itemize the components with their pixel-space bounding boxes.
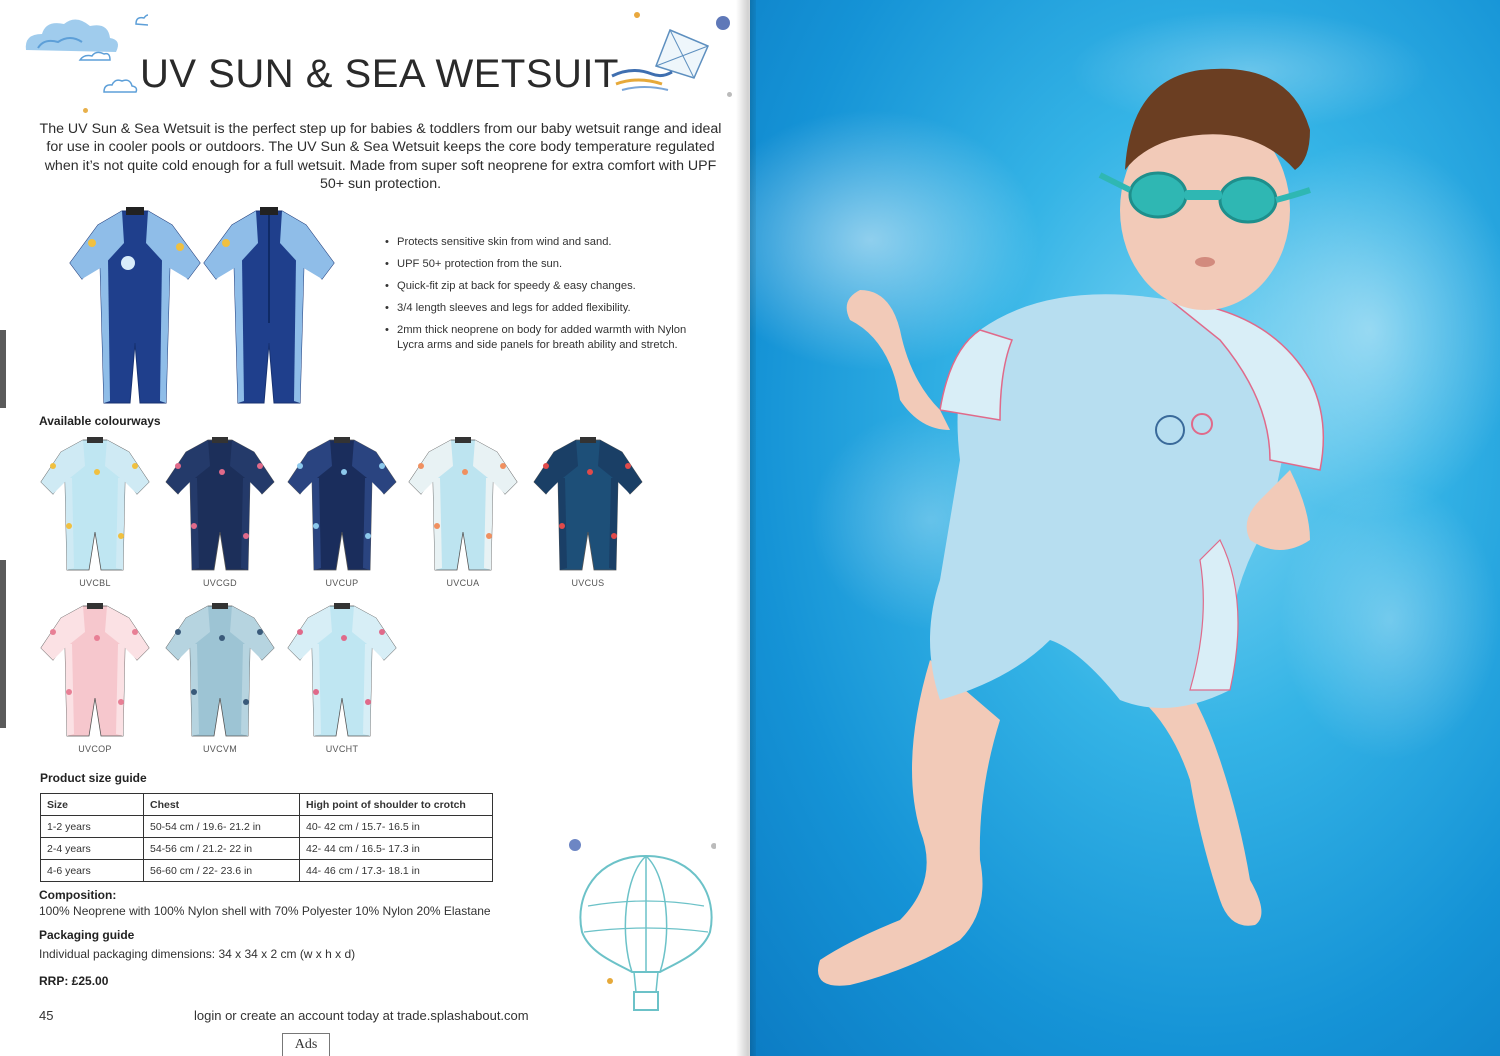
feature-item: • 3/4 length sleeves and legs for added flexibility. — [385, 301, 715, 316]
table-cell: 44- 46 cm / 17.3- 18.1 in — [300, 860, 493, 882]
table-cell: 42- 44 cm / 16.5- 17.3 in — [300, 838, 493, 860]
wetsuit-swatch-image — [164, 602, 276, 740]
intro-paragraph: The UV Sun & Sea Wetsuit is the perfect step up for babies & toddlers from our baby wetsuit range and ideal for use in cooler pools or outdoors. The UV Sun & Sea Wetsuit keeps the core body temperature regulated when it’s not quite cold enough for a full wetsuit. Made from super soft neoprene for extra comfort with UPF 50+ sun protection. — [39, 121, 722, 192]
cloud-outline-icon — [100, 70, 140, 100]
wetsuit-swatch-image — [39, 602, 151, 740]
book-spine-shadow — [736, 0, 756, 1056]
colourway-code: UVCUS — [571, 578, 605, 588]
rrp-price: RRP: £25.00 — [39, 974, 109, 988]
colourway-item — [35, 602, 155, 754]
hot-air-balloon-illustration — [566, 836, 716, 1016]
column-header: High point of shoulder to crotch — [300, 794, 493, 816]
kite-illustration — [608, 26, 733, 106]
column-header: Chest — [144, 794, 300, 816]
colourway-code: UVCOP — [78, 744, 112, 754]
features-list — [385, 235, 715, 360]
table-cell: 4-6 years — [41, 860, 144, 882]
table-cell: 40- 42 cm / 15.7- 16.5 in — [300, 816, 493, 838]
feature-item: • 2mm thick neoprene on body for added warmth with Nylon Lycra arms and side panels for breath ability and stretch. — [385, 323, 697, 353]
colourway-code: UVCBL — [79, 578, 111, 588]
wetsuit-swatch-image — [164, 436, 276, 574]
colourway-code: UVCVM — [202, 744, 237, 754]
colourway-item — [528, 436, 648, 588]
composition-text: 100% Neoprene with 100% Nylon shell with 70% Polyester 10% Nylon 20% Elastane — [39, 904, 491, 918]
wetsuit-back-image — [204, 207, 334, 403]
footer-link-text[interactable]: login or create an account today at trade.splashabout.com — [194, 1008, 529, 1023]
feature-item: • Quick-fit zip at back for speedy & easy changes. — [385, 279, 715, 294]
colourway-item — [160, 602, 280, 754]
colourway-code: UVCGD — [202, 578, 237, 588]
colourways-heading: Available colourways — [39, 414, 161, 428]
table-row — [41, 860, 493, 882]
colourway-code: UVCUA — [446, 578, 480, 588]
packaging-heading: Packaging guide — [39, 928, 135, 942]
colourway-item — [35, 436, 155, 588]
decor-dot — [83, 108, 88, 113]
page-number: 45 — [39, 1008, 54, 1023]
wetsuit-swatch-image — [286, 436, 398, 574]
clouds-illustration — [18, 8, 148, 68]
table-row — [41, 816, 493, 838]
colourway-code: UVCHT — [325, 744, 359, 754]
wetsuit-swatch-image — [407, 436, 519, 574]
colourway-item — [403, 436, 523, 588]
feature-item: • UPF 50+ protection from the sun. — [385, 257, 715, 272]
size-guide-table — [40, 793, 493, 882]
table-header-row — [41, 794, 493, 816]
page-edge-marker — [0, 560, 6, 728]
decor-dot — [634, 12, 640, 18]
column-header: Size — [41, 794, 144, 816]
colourway-code: UVCUP — [325, 578, 359, 588]
wetsuit-swatch-image — [39, 436, 151, 574]
composition-heading: Composition: — [39, 888, 117, 902]
underwater-child-photo — [750, 0, 1500, 1056]
wetsuit-front-image — [70, 207, 200, 403]
table-cell: 54-56 cm / 21.2- 22 in — [144, 838, 300, 860]
size-guide-heading: Product size guide — [40, 771, 147, 785]
page-title: UV SUN & SEA WETSUIT — [140, 52, 619, 96]
hero-wetsuit-images — [62, 203, 342, 408]
table-cell: 50-54 cm / 19.6- 21.2 in — [144, 816, 300, 838]
colourway-item — [282, 436, 402, 588]
colourway-item — [282, 602, 402, 754]
table-cell: 2-4 years — [41, 838, 144, 860]
table-cell: 56-60 cm / 22- 23.6 in — [144, 860, 300, 882]
feature-item: • Protects sensitive skin from wind and sand. — [385, 235, 715, 250]
colourway-item — [160, 436, 280, 588]
table-row — [41, 838, 493, 860]
table-cell: 1-2 years — [41, 816, 144, 838]
packaging-text: Individual packaging dimensions: 34 x 34 x 2 cm (w x h x d) — [39, 947, 356, 961]
ads-badge[interactable]: Ads — [282, 1033, 330, 1056]
page-edge-marker — [0, 330, 6, 408]
wetsuit-swatch-image — [286, 602, 398, 740]
photo-illustration — [750, 0, 1500, 1056]
wetsuit-swatch-image — [532, 436, 644, 574]
